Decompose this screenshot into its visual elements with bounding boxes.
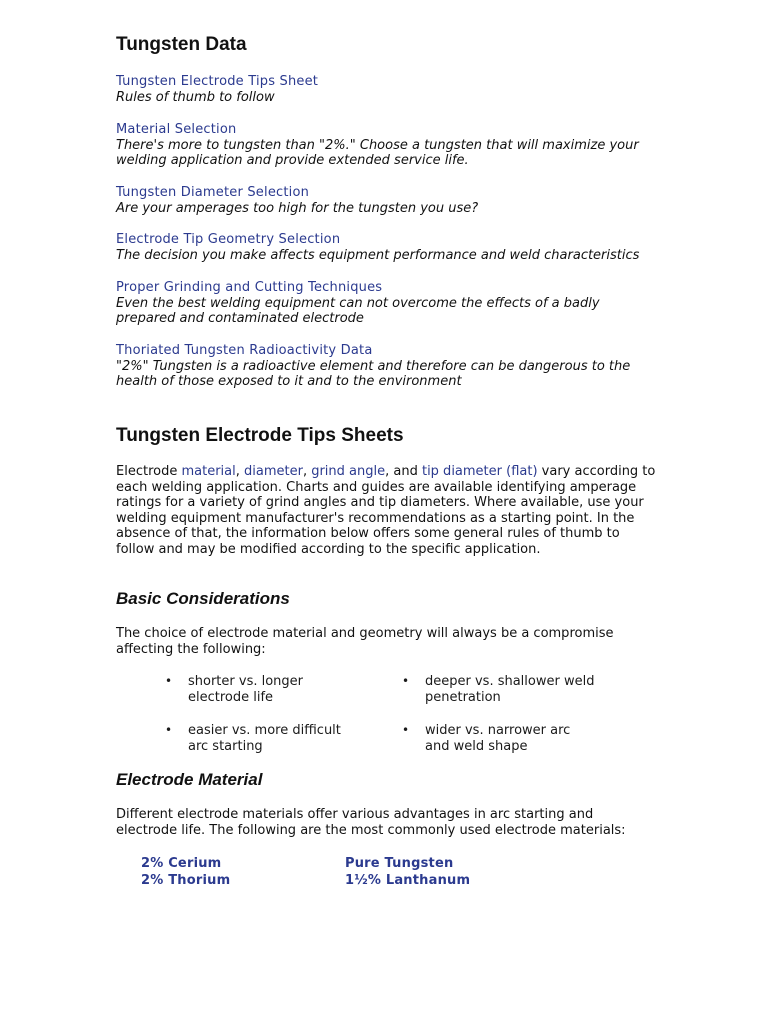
toc-item (116, 232, 656, 264)
toc-item (116, 343, 656, 390)
grind-angle-link[interactable]: grind angle (311, 464, 386, 479)
intro-text: , and (385, 464, 422, 479)
material-link-cerium[interactable]: 2% Cerium (141, 856, 222, 871)
intro-text: Electrode (116, 464, 182, 479)
intro-text: , (235, 464, 244, 479)
list-item-text: easier vs. more difficult arc starting (188, 723, 341, 754)
material-link[interactable]: material (181, 464, 236, 479)
bullet-icon: • (165, 723, 173, 737)
toc-list (116, 74, 656, 406)
electrode-material-heading: Electrode Material (116, 770, 263, 789)
list-item-text: shorter vs. longer electrode life (188, 674, 304, 705)
material-link-pure-tungsten[interactable]: Pure Tungsten (345, 856, 454, 871)
toc-link-material-selection[interactable]: Material Selection (116, 121, 237, 137)
toc-item (116, 122, 656, 169)
toc-link-grinding-cutting[interactable]: Proper Grinding and Cutting Techniques (116, 279, 383, 295)
diameter-link[interactable]: diameter (244, 464, 303, 479)
toc-desc: There's more to tungsten than "2%." Choose a tungsten that will maximize your welding application and provide extended service life. (116, 137, 639, 168)
toc-item (116, 74, 656, 106)
material-link-lanthanum[interactable]: 1½% Lanthanum (345, 873, 471, 888)
list-item (165, 723, 358, 754)
bullet-icon: • (402, 674, 410, 688)
bullet-icon: • (165, 674, 173, 688)
toc-link-radioactivity[interactable]: Thoriated Tungsten Radioactivity Data (116, 342, 373, 358)
toc-desc: The decision you make affects equipment performance and weld characteristics (116, 248, 640, 263)
material-link-thorium[interactable]: 2% Thorium (141, 873, 231, 888)
list-item (402, 674, 595, 705)
list-item (402, 723, 595, 754)
toc-link-tips-sheet[interactable]: Tungsten Electrode Tips Sheet (116, 74, 319, 89)
toc-desc: Are your amperages too high for the tungsten you use? (116, 200, 479, 216)
toc-item (116, 185, 656, 217)
toc-link-tip-geometry[interactable]: Electrode Tip Geometry Selection (116, 232, 341, 247)
bullet-icon: • (402, 723, 410, 737)
intro-text: , (302, 464, 312, 479)
tips-intro (116, 464, 656, 557)
toc-desc: Even the best welding equipment can not overcome the effects of a badly prepared and contaminated electrode (116, 295, 600, 326)
basic-considerations-text: The choice of electrode material and geometry will always be a compromise affecting the following: (116, 626, 614, 657)
page-title: Tungsten Data (116, 34, 247, 55)
list-item-text: wider vs. narrower arc and weld shape (425, 723, 571, 754)
list-item (165, 674, 358, 705)
tip-diameter-link[interactable]: tip diameter (flat) (421, 464, 538, 479)
tips-heading: Tungsten Electrode Tips Sheets (116, 425, 404, 446)
intro-text: vary according to each welding application. Charts and guides are available identifying amperage ratings for a variety of grind angles and tip diameters. Where available, use your welding equipment manufacturer's recommendations as a starting point. In the absence of that, the information below offers some general rules of thumb to follow and may be modified according to the specific application. (116, 464, 656, 557)
electrode-material-text: Different electrode materials offer various advantages in arc starting and electrode life. The following are the most commonly used electrode materials: (116, 807, 626, 838)
list-item-text: deeper vs. shallower weld penetration (425, 674, 595, 705)
toc-link-diameter-selection[interactable]: Tungsten Diameter Selection (116, 184, 310, 200)
toc-desc: "2%" Tungsten is a radioactive element and therefore can be dangerous to the health of those exposed to it and to the environment (116, 358, 631, 389)
basic-considerations-heading: Basic Considerations (116, 589, 290, 608)
toc-desc: Rules of thumb to follow (116, 90, 275, 105)
toc-item (116, 280, 656, 327)
